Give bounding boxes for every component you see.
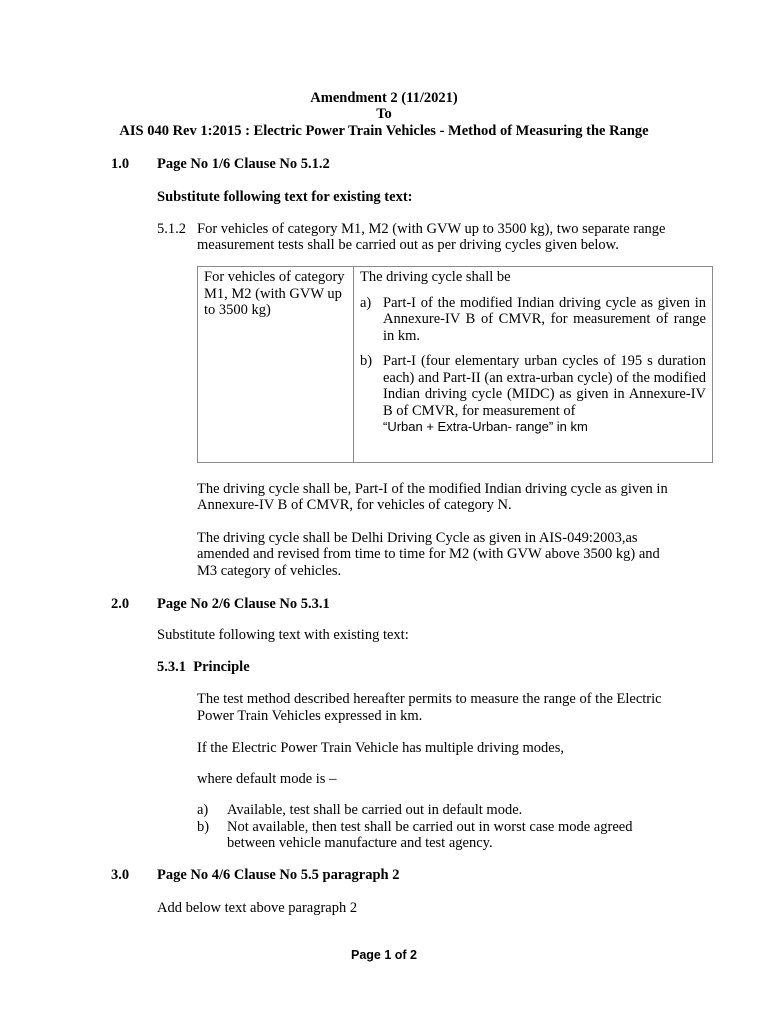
driving-cycle-cell	[354, 267, 713, 463]
list-item-a-label: a)	[360, 294, 372, 311]
option-b-label: b)	[197, 819, 210, 835]
paragraph-category-n-line1: The driving cycle shall be, Part-I of the modified Indian driving cycle as given in	[197, 481, 668, 497]
option-a-text: Available, test shall be carried out in default mode.	[227, 802, 523, 818]
section-1-number: 1.0	[111, 156, 130, 172]
paragraph-delhi-cycle-line3: M3 category of vehicles.	[197, 563, 342, 579]
driving-cycle-table	[197, 266, 713, 463]
list-item-b-tail: “Urban + Extra-Urban- range” in km	[383, 419, 588, 434]
section-1-subheading: Substitute following text for existing text:	[157, 189, 413, 205]
clause-5-1-2-line1: For vehicles of category M1, M2 (with GVW up to 3500 kg), two separate range	[197, 221, 666, 237]
section-3-number: 3.0	[111, 867, 130, 883]
principle-heading: 5.3.1 Principle	[157, 659, 250, 675]
driving-cycle-intro: The driving cycle shall be	[360, 269, 511, 285]
option-a-label: a)	[197, 802, 209, 818]
list-item	[360, 353, 706, 436]
list-item-b-label: b)	[360, 353, 373, 369]
section-3-title: Page No 4/6 Clause No 5.5 paragraph 2	[157, 867, 400, 883]
clause-5-1-2-number: 5.1.2	[157, 221, 186, 237]
section-2-subheading: Substitute following text with existing text:	[157, 627, 409, 643]
page-number: Page 1 of 2	[351, 948, 417, 962]
clause-5-1-2-line2: measurement tests shall be carried out as per driving cycles given below.	[197, 237, 619, 253]
paragraph-delhi-cycle-line2: amended and revised from time to time for M2 (with GVW above 3500 kg) and	[197, 546, 660, 562]
section-1-title: Page No 1/6 Clause No 5.1.2	[157, 156, 330, 172]
list-item-b-text: Part-I (four elementary urban cycles of 195 s duration each) and Part-II (an extra-urban cycle) of the modified Indian driving cycle (MIDC) as given in Annexure-IV B of CMVR, for measurement of	[383, 353, 706, 419]
amendment-to: To	[376, 106, 392, 122]
section-2-number: 2.0	[111, 596, 130, 612]
driving-modes-paragraph: If the Electric Power Train Vehicle has multiple driving modes,	[197, 740, 564, 756]
list-item	[360, 295, 706, 345]
amendment-title: Amendment 2 (11/2021)	[310, 90, 458, 106]
default-mode-paragraph: where default mode is –	[197, 771, 337, 787]
section-2-title: Page No 2/6 Clause No 5.3.1	[157, 596, 330, 612]
vehicle-category-cell	[198, 267, 354, 463]
section-3-subheading: Add below text above paragraph 2	[157, 900, 358, 916]
principle-paragraph-line1: The test method described hereafter permits to measure the range of the Electric	[197, 691, 662, 707]
option-b-text-line1: Not available, then test shall be carried out in worst case mode agreed	[227, 819, 633, 835]
list-item-a-text: Part-I of the modified Indian driving cycle as given in Annexure-IV B of CMVR, for measurement of range in km.	[383, 294, 706, 344]
principle-paragraph-line2: Power Train Vehicles expressed in km.	[197, 708, 423, 724]
document-title: AIS 040 Rev 1:2015 : Electric Power Train Vehicles - Method of Measuring the Range	[119, 123, 649, 139]
table-row	[198, 267, 713, 463]
option-b-text-line2: between vehicle manufacture and test agency.	[227, 835, 493, 851]
paragraph-category-n-line2: Annexure-IV B of CMVR, for vehicles of category N.	[197, 497, 512, 513]
vehicle-category-text: For vehicles of category M1, M2 (with GVW up to 3500 kg)	[204, 269, 345, 318]
paragraph-delhi-cycle-line1: The driving cycle shall be Delhi Driving Cycle as given in AIS-049:2003,as	[197, 530, 638, 546]
